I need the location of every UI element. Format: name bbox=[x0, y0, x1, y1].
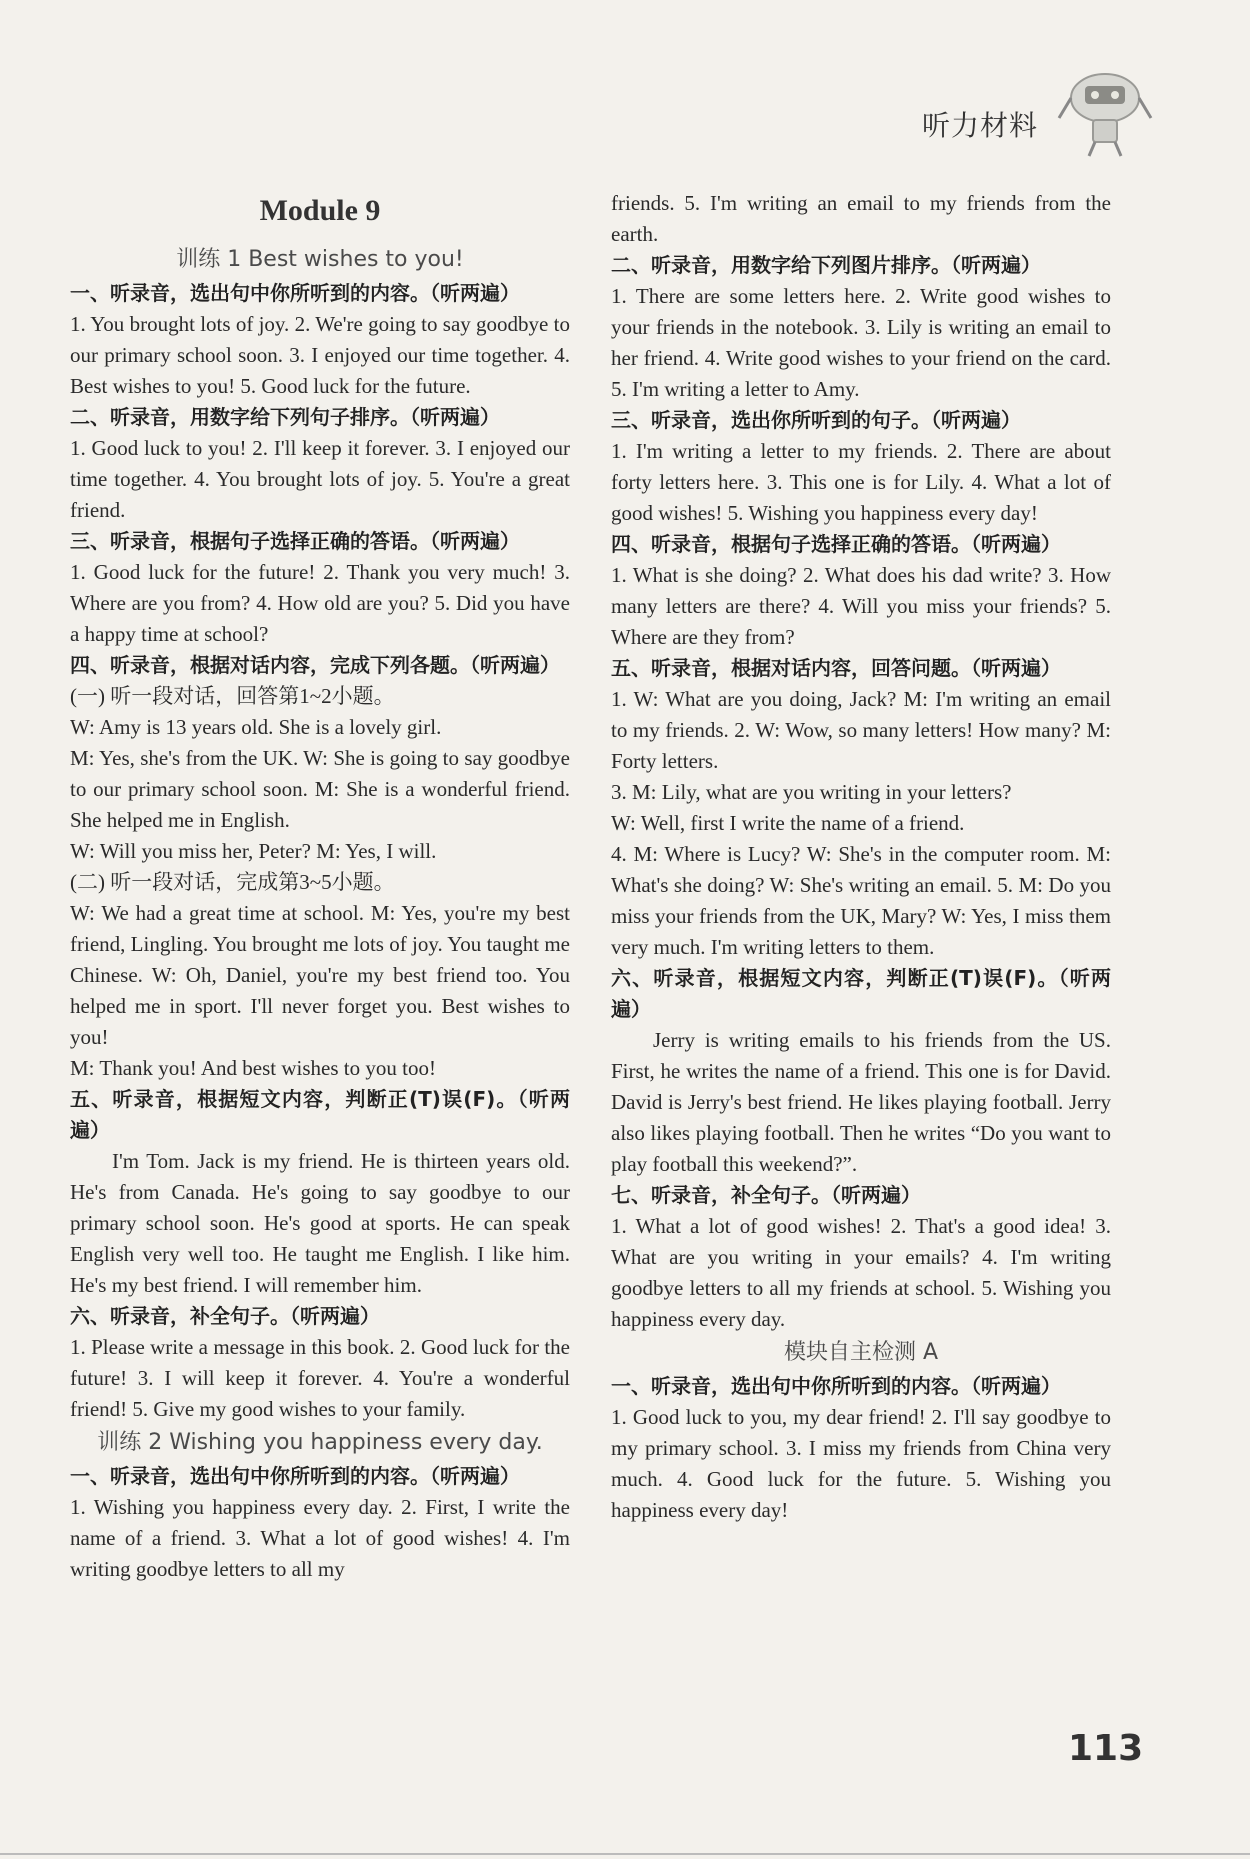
transcript-paragraph: 1. What a lot of good wishes! 2. That's a good idea! 3. What are you writing in your emails? 4. I'm writing goodbye letters to all my friends at school. 5. Wishing you happiness every day. bbox=[611, 1214, 1111, 1331]
transcript-paragraph: 1. You brought lots of joy. 2. We're going to say goodbye to our primary school soon. 3. I enjoyed our time together. 4. Best wishes to you! 5. Good luck for the future. bbox=[70, 312, 570, 398]
transcript-paragraph: (一) 听一段对话，回答第1~2小题。 bbox=[70, 684, 395, 708]
robot-mascot-icon bbox=[1055, 58, 1155, 158]
section-heading: 五、听录音，根据短文内容，判断正(T)误(F)。（听两遍） bbox=[70, 1087, 570, 1142]
transcript-paragraph: 4. M: Where is Lucy? W: She's in the computer room. M: What's she doing? W: She's writing an email. 5. M: Do you miss your friends from the UK, Mary? W: Yes, I miss them very much. I'm writing letters to them. bbox=[611, 842, 1111, 959]
transcript-paragraph: 1. Please write a message in this book. 2. Good luck for the future! 3. I will keep it forever. 4. You're a wonderful friend! 5. Give my good wishes to your family. bbox=[70, 1335, 570, 1421]
page-bottom-rule bbox=[0, 1853, 1250, 1855]
transcript-paragraph: 1. Good luck to you! 2. I'll keep it forever. 3. I enjoyed our time together. 4. You brought lots of joy. 5. You're a great friend. bbox=[70, 436, 570, 522]
transcript-paragraph: W: Will you miss her, Peter? M: Yes, I will. bbox=[70, 839, 437, 863]
training-1-title: 训练 1 Best wishes to you! bbox=[176, 247, 464, 272]
section-heading: 六、听录音，补全句子。（听两遍） bbox=[70, 1304, 380, 1328]
section-heading: 七、听录音，补全句子。（听两遍） bbox=[611, 1183, 921, 1207]
transcript-paragraph: (二) 听一段对话，完成第3~5小题。 bbox=[70, 870, 395, 894]
transcript-paragraph: 1. I'm writing a letter to my friends. 2. There are about forty letters here. 3. This one is for Lily. 4. What a lot of good wishes! 5. Wishing you happiness every day! bbox=[611, 439, 1111, 525]
transcript-paragraph: 1. W: What are you doing, Jack? M: I'm writing an email to my friends. 2. W: Wow, so many letters! How many? M: Forty letters. bbox=[611, 687, 1111, 773]
left-column bbox=[70, 182, 570, 1585]
transcript-paragraph: Jerry is writing emails to his friends from the US. First, he writes the name of a friend. This one is for David. David is Jerry's best friend. He likes playing football. Jerry also likes playing football. Then he writes “Do you want to play football this weekend?”. bbox=[611, 1028, 1111, 1176]
transcript-paragraph: W: Amy is 13 years old. She is a lovely girl. bbox=[70, 715, 442, 739]
transcript-paragraph: 1. What is she doing? 2. What does his dad write? 3. How many letters are there? 4. Will you miss your friends? 5. Where are they from? bbox=[611, 563, 1111, 649]
section-heading: 二、听录音，用数字给下列图片排序。（听两遍） bbox=[611, 253, 1041, 277]
transcript-paragraph: 1. There are some letters here. 2. Write good wishes to your friends in the notebook. 3. Lily is writing an email to her friend. 4. Write good wishes to your friend on the card. 5. I'm writing a letter to Amy. bbox=[611, 284, 1111, 401]
transcript-paragraph: 1. Good luck for the future! 2. Thank you very much! 3. Where are you from? 4. How old are you? 5. Did you have a happy time at school? bbox=[70, 560, 570, 646]
page-number: 113 bbox=[1068, 1728, 1144, 1769]
transcript-paragraph: 1. Good luck to you, my dear friend! 2. I'll say goodbye to my primary school. 3. I miss my friends from China very much. 4. Good luck for the future. 5. Wishing you happiness every day! bbox=[611, 1405, 1111, 1522]
transcript-paragraph: M: Thank you! And best wishes to you too! bbox=[70, 1056, 436, 1080]
transcript-paragraph: W: We had a great time at school. M: Yes, you're my best friend, Lingling. You brought me lots of joy. You taught me Chinese. W: Oh, Daniel, you're my best friend too. You helped me in sport. I'll never forget you. Best wishes to you! bbox=[70, 901, 570, 1049]
training-title: 训练 2 Wishing you happiness every day. bbox=[97, 1430, 543, 1455]
transcript-paragraph: friends. 5. I'm writing an email to my friends from the earth. bbox=[611, 191, 1111, 246]
transcript-paragraph: 1. Wishing you happiness every day. 2. First, I write the name of a friend. 3. What a lot of good wishes! 4. I'm writing goodbye letters to all my bbox=[70, 1495, 570, 1581]
section-heading: 一、听录音，选出句中你所听到的内容。（听两遍） bbox=[70, 281, 520, 305]
page-header-title: 听力材料 bbox=[922, 109, 1039, 142]
section-heading: 一、听录音，选出句中你所听到的内容。（听两遍） bbox=[70, 1464, 520, 1488]
transcript-paragraph: W: Well, first I write the name of a friend. bbox=[611, 811, 965, 835]
section-heading: 一、听录音，选出句中你所听到的内容。（听两遍） bbox=[611, 1374, 1061, 1398]
module-title: Module 9 bbox=[259, 194, 381, 227]
section-heading: 四、听录音，根据句子选择正确的答语。（听两遍） bbox=[611, 532, 1061, 556]
section-heading: 五、听录音，根据对话内容，回答问题。（听两遍） bbox=[611, 656, 1061, 680]
section-heading: 三、听录音，根据句子选择正确的答语。（听两遍） bbox=[70, 529, 520, 553]
transcript-paragraph: M: Yes, she's from the UK. W: She is going to say goodbye to our primary school soon. M: She is a wonderful friend. She helped me in English. bbox=[70, 746, 570, 832]
section-heading: 四、听录音，根据对话内容，完成下列各题。（听两遍） bbox=[70, 653, 560, 677]
transcript-paragraph: I'm Tom. Jack is my friend. He is thirteen years old. He's from Canada. He's going to say goodbye to our primary school soon. He's good at sports. He can speak English very well too. He taught me English. I like him. He's my best friend. I will remember him. bbox=[70, 1149, 570, 1297]
section-heading: 三、听录音，选出你所听到的句子。（听两遍） bbox=[611, 408, 1021, 432]
section-heading: 二、听录音，用数字给下列句子排序。（听两遍） bbox=[70, 405, 500, 429]
transcript-paragraph: 3. M: Lily, what are you writing in your letters? bbox=[611, 780, 1012, 804]
training-title: 模块自主检测 A bbox=[783, 1340, 939, 1365]
right-column bbox=[611, 188, 1111, 1526]
section-heading: 六、听录音，根据短文内容，判断正(T)误(F)。（听两遍） bbox=[611, 966, 1111, 1021]
